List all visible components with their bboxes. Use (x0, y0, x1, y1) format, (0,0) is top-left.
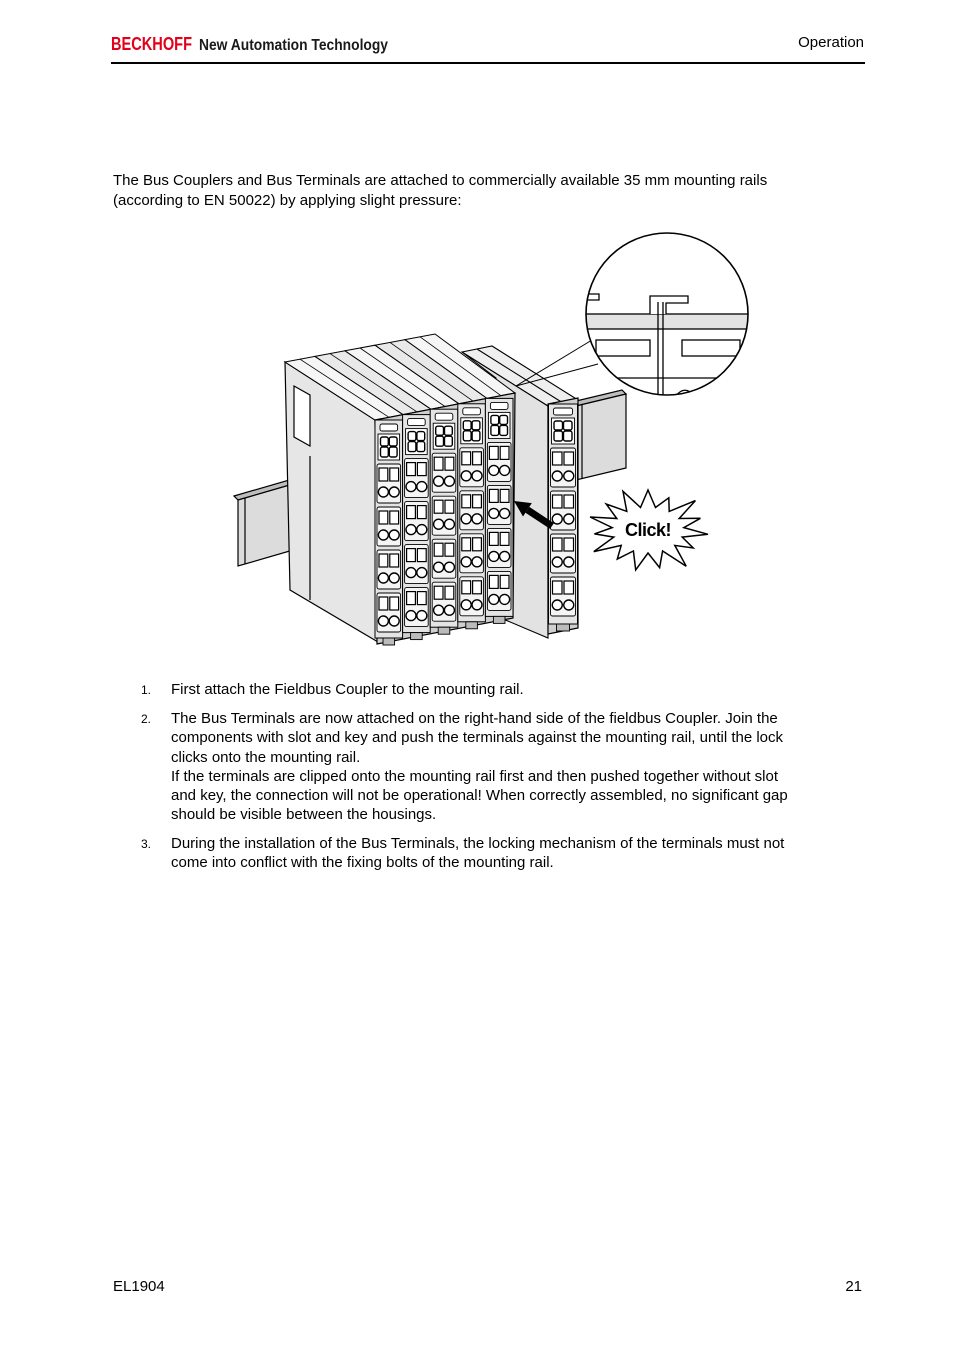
wire-entry (379, 554, 388, 567)
step-line: components with slot and key and push the terminals against the mounting rail, until the lock (171, 729, 784, 747)
wire-entry (564, 495, 574, 508)
wire-entry (489, 446, 498, 459)
label-slot (490, 402, 508, 409)
wire-entry (445, 500, 454, 513)
label-slot (435, 413, 453, 420)
release-opening (489, 465, 499, 475)
wire-entry (462, 452, 471, 465)
step-line: and key, the connection will not be operational! When correctly assembled, no significant gap (171, 787, 788, 805)
wire-entry (407, 463, 416, 476)
step-line: clicks onto the mounting rail. (171, 748, 361, 766)
wire-entry (553, 452, 563, 465)
release-opening (389, 616, 399, 626)
step-3 (141, 834, 784, 873)
release-opening (500, 508, 510, 518)
pushed-terminal-column (549, 404, 578, 631)
wire-entry (553, 581, 563, 594)
rail-mounting-illustration (230, 228, 755, 648)
terminal-columns (375, 398, 513, 645)
step-text (171, 709, 788, 825)
release-opening (461, 600, 471, 610)
label-slot (463, 408, 481, 415)
wire-entry (434, 500, 443, 513)
release-opening (489, 551, 499, 561)
brand-tagline: New Automation Technology (199, 37, 389, 54)
wire-entry (462, 538, 471, 551)
release-opening (389, 530, 399, 540)
release-opening (434, 519, 444, 529)
wire-entry (553, 495, 563, 508)
release-opening (444, 519, 454, 529)
step-line: The Bus Terminals are now attached on the right-hand side of the fieldbus Coupler. Join the (171, 710, 778, 727)
release-opening (472, 471, 482, 481)
wire-entry (407, 549, 416, 562)
step-line: During the installation of the Bus Terminals, the locking mechanism of the terminals must not (171, 835, 785, 852)
release-opening (406, 568, 416, 578)
release-opening (417, 611, 427, 621)
label-slot (408, 419, 426, 426)
release-opening (461, 557, 471, 567)
latch-right (682, 340, 740, 356)
step-1 (141, 680, 524, 700)
wire-entry (489, 489, 498, 502)
intro-paragraph (113, 171, 767, 210)
release-opening (552, 471, 562, 481)
release-opening (444, 562, 454, 572)
release-opening (378, 487, 388, 497)
release-opening (417, 482, 427, 492)
wire-entry (564, 452, 574, 465)
brand-logo (109, 30, 409, 56)
wire-entry (379, 511, 388, 524)
release-opening (417, 568, 427, 578)
release-opening (378, 530, 388, 540)
wire-entry (390, 468, 399, 481)
release-opening (472, 557, 482, 567)
wire-entry (553, 538, 563, 551)
wire-entry (390, 554, 399, 567)
leader-line (516, 340, 592, 386)
release-opening (552, 557, 562, 567)
zoom-leader (516, 340, 598, 386)
wire-entry (500, 489, 509, 502)
intro-line: The Bus Couplers and Bus Terminals are attached to commercially available 35 mm mounting rails (113, 172, 768, 190)
release-opening (500, 594, 510, 604)
release-opening (489, 594, 499, 604)
wire-entry (417, 463, 426, 476)
wire-entry (417, 549, 426, 562)
release-opening (389, 573, 399, 583)
wire-entry (500, 532, 509, 545)
wire-entry (379, 597, 388, 610)
wire-entry (489, 575, 498, 588)
step-text (171, 680, 524, 699)
wire-entry (445, 586, 454, 599)
release-opening (564, 600, 574, 610)
click-label: Click! (624, 520, 672, 540)
release-opening (564, 471, 574, 481)
release-opening (417, 525, 427, 535)
step-line: come into conflict with the fixing bolts of the mounting rail. (171, 854, 554, 872)
wire-entry (379, 468, 388, 481)
release-opening (378, 573, 388, 583)
wire-entry (462, 581, 471, 594)
page-number: 21 (845, 1278, 862, 1295)
wire-entry (390, 597, 399, 610)
mounting-foot (493, 616, 505, 623)
label-slot (380, 424, 398, 431)
release-opening (434, 562, 444, 572)
release-opening (406, 482, 416, 492)
release-opening (552, 514, 562, 524)
release-opening (461, 514, 471, 524)
release-opening (489, 508, 499, 518)
release-opening (444, 476, 454, 486)
release-opening (389, 487, 399, 497)
rail-face (576, 394, 626, 480)
wire-entry (390, 511, 399, 524)
mounting-foot (557, 624, 570, 631)
coupler-side-window (294, 386, 310, 446)
release-opening (500, 551, 510, 561)
rail-profile-band (580, 314, 755, 329)
step-number: 1. (141, 683, 152, 697)
intro-line: (according to EN 50022) by applying slight pressure: (113, 191, 462, 209)
release-opening (472, 600, 482, 610)
wire-entry (445, 543, 454, 556)
step-line: should be visible between the housings. (171, 806, 437, 824)
wire-entry (417, 592, 426, 605)
step-number: 2. (141, 712, 152, 726)
mounting-foot (466, 622, 478, 629)
release-opening (406, 611, 416, 621)
mounting-foot (438, 627, 450, 634)
wire-entry (564, 538, 574, 551)
wire-entry (434, 457, 443, 470)
wire-entry (473, 581, 482, 594)
wire-entry (500, 446, 509, 459)
release-opening (564, 557, 574, 567)
wire-entry (434, 543, 443, 556)
step-line: If the terminals are clipped onto the mounting rail first and then pushed together without slot (171, 767, 779, 785)
wire-entry (473, 538, 482, 551)
mounting-foot (411, 633, 423, 640)
document-id: EL1904 (113, 1278, 165, 1295)
din-rail-right (572, 390, 626, 480)
label-slot (554, 408, 573, 415)
wire-entry (462, 495, 471, 508)
section-title: Operation (798, 34, 864, 51)
step-number: 3. (141, 837, 152, 851)
step-text (171, 834, 784, 873)
wire-entry (417, 506, 426, 519)
release-opening (434, 476, 444, 486)
release-opening (472, 514, 482, 524)
wire-entry (407, 506, 416, 519)
step-line: First attach the Fieldbus Coupler to the mounting rail. (171, 681, 524, 698)
zoom-detail (580, 233, 755, 398)
release-opening (444, 605, 454, 615)
release-opening (564, 514, 574, 524)
release-opening (552, 600, 562, 610)
release-opening (461, 471, 471, 481)
wire-entry (489, 532, 498, 545)
wire-entry (473, 495, 482, 508)
wire-entry (434, 586, 443, 599)
wire-entry (473, 452, 482, 465)
brand-name: BECKHOFF (111, 34, 192, 54)
wire-entry (500, 575, 509, 588)
latch-left (596, 340, 650, 356)
mounting-foot (383, 638, 395, 645)
step-2 (141, 709, 788, 825)
wire-entry (564, 581, 574, 594)
release-opening (500, 465, 510, 475)
click-burst (590, 490, 708, 570)
release-opening (378, 616, 388, 626)
release-opening (434, 605, 444, 615)
wire-entry (445, 457, 454, 470)
release-opening (406, 525, 416, 535)
wire-entry (407, 592, 416, 605)
header-rule (111, 62, 865, 64)
